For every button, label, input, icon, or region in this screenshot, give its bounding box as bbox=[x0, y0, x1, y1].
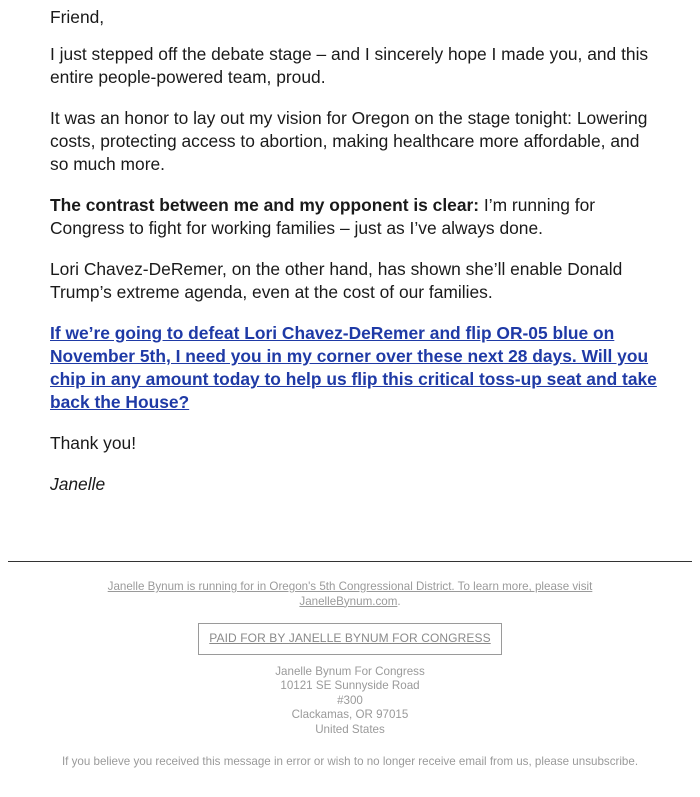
unsubscribe-text[interactable]: If you believe you received this message in error or wish to no longer receive email from us, please unsubscribe. bbox=[61, 755, 639, 768]
closing: Thank you! bbox=[50, 433, 137, 453]
website-link[interactable]: JanelleBynum.com bbox=[299, 594, 398, 608]
paragraph-vision: It was an honor to lay out my vision for Oregon on the stage tonight: Lowering costs, protecting access to abortion, making healthcare more affordable, and so much more. bbox=[50, 108, 648, 174]
paid-for-box: PAID FOR BY JANELLE BYNUM FOR CONGRESS bbox=[198, 623, 501, 655]
paragraph-debate: I just stepped off the debate stage – and I sincerely hope I made you, and this entire people-powered team, proud. bbox=[50, 44, 649, 87]
mailing-address bbox=[0, 665, 700, 738]
address-street: 10121 SE Sunnyside Road bbox=[280, 679, 420, 692]
email-body bbox=[50, 6, 660, 514]
email-footer bbox=[0, 580, 700, 770]
greeting: Friend, bbox=[50, 7, 105, 27]
footer-divider bbox=[8, 561, 692, 562]
paragraph-cta bbox=[50, 322, 660, 414]
paragraph-contrast bbox=[50, 194, 660, 240]
footer-disclaimer bbox=[105, 580, 595, 609]
paragraph-opponent: Lori Chavez-DeRemer, on the other hand, has shown she’ll enable Donald Trump’s extreme agenda, even at the cost of our families. bbox=[50, 259, 623, 302]
address-org: Janelle Bynum For Congress bbox=[275, 664, 425, 678]
contrast-rest: I’m running for Congress to fight for working families – just as I’ve always done. bbox=[50, 195, 596, 238]
disclaimer-link[interactable]: Janelle Bynum is running for in Oregon's 5th Congressional District. To learn more, please visit bbox=[107, 580, 593, 593]
donate-cta-link[interactable]: If we’re going to defeat Lori Chavez-DeRemer and flip OR-05 blue on November 5th, I need you in my corner over these next 28 days. Will you chip in any amount today to help us flip this critical toss-up seat and take back the House? bbox=[50, 323, 657, 412]
address-suite: #300 bbox=[337, 693, 363, 707]
contrast-lead: The contrast between me and my opponent is clear: bbox=[50, 195, 480, 215]
address-country: United States bbox=[315, 722, 385, 736]
signature: Janelle bbox=[50, 474, 106, 494]
disclaimer-period: . bbox=[397, 594, 401, 608]
address-city: Clackamas, OR 97015 bbox=[291, 708, 409, 721]
